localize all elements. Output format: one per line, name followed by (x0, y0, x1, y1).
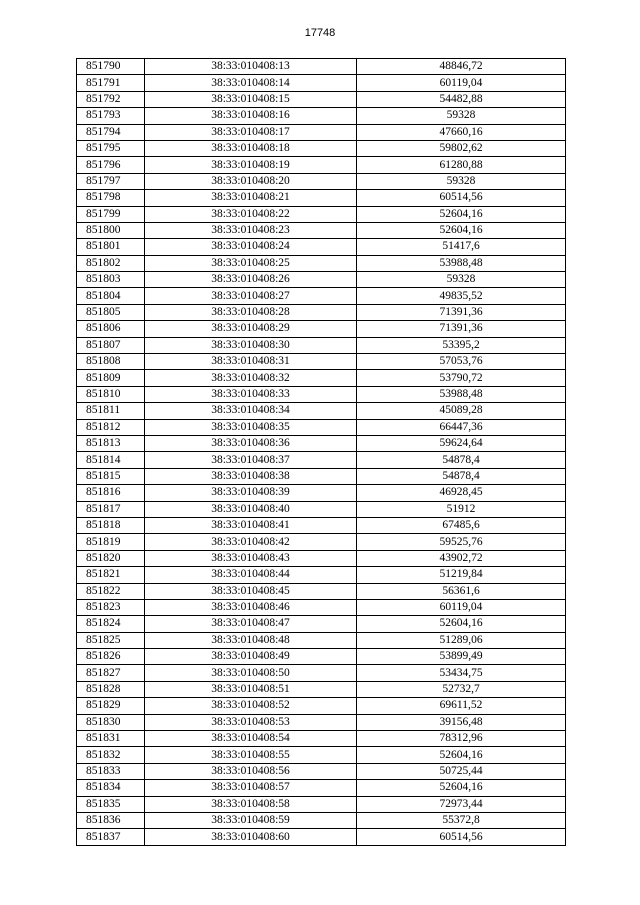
row-id-cell: 851823 (77, 599, 145, 615)
cadastral-number-cell: 38:33:010408:60 (145, 829, 357, 845)
cadastral-number-cell: 38:33:010408:49 (145, 649, 357, 665)
table-row (77, 272, 566, 288)
cadastral-number-cell: 38:33:010408:27 (145, 288, 357, 304)
table-row (77, 435, 566, 451)
row-id-cell: 851792 (77, 91, 145, 107)
table-row (77, 534, 566, 550)
value-cell: 52604,16 (357, 747, 566, 763)
row-id-cell: 851798 (77, 190, 145, 206)
value-cell: 60514,56 (357, 829, 566, 845)
table-row (77, 632, 566, 648)
value-cell: 59624,64 (357, 435, 566, 451)
row-id-cell: 851813 (77, 435, 145, 451)
cadastral-number-cell: 38:33:010408:43 (145, 550, 357, 566)
row-id-cell: 851820 (77, 550, 145, 566)
value-cell: 60119,04 (357, 599, 566, 615)
value-cell: 53790,72 (357, 370, 566, 386)
row-id-cell: 851811 (77, 403, 145, 419)
row-id-cell: 851832 (77, 747, 145, 763)
row-id-cell: 851794 (77, 124, 145, 140)
row-id-cell: 851817 (77, 501, 145, 517)
value-cell: 53434,75 (357, 665, 566, 681)
table-row (77, 681, 566, 697)
value-cell: 78312,96 (357, 731, 566, 747)
cadastral-number-cell: 38:33:010408:14 (145, 75, 357, 91)
value-cell: 61280,88 (357, 157, 566, 173)
table-row (77, 157, 566, 173)
row-id-cell: 851835 (77, 796, 145, 812)
row-id-cell: 851810 (77, 386, 145, 402)
row-id-cell: 851803 (77, 272, 145, 288)
value-cell: 52604,16 (357, 616, 566, 632)
table-row (77, 714, 566, 730)
value-cell: 46928,45 (357, 485, 566, 501)
table-row (77, 731, 566, 747)
row-id-cell: 851819 (77, 534, 145, 550)
cadastral-number-cell: 38:33:010408:20 (145, 173, 357, 189)
cadastral-number-cell: 38:33:010408:34 (145, 403, 357, 419)
cadastral-number-cell: 38:33:010408:38 (145, 468, 357, 484)
value-cell: 54878,4 (357, 452, 566, 468)
table-row (77, 288, 566, 304)
row-id-cell: 851800 (77, 222, 145, 238)
cadastral-number-cell: 38:33:010408:52 (145, 698, 357, 714)
cadastral-number-cell: 38:33:010408:13 (145, 59, 357, 75)
table-row (77, 485, 566, 501)
value-cell: 59328 (357, 173, 566, 189)
row-id-cell: 851829 (77, 698, 145, 714)
page-number: 17748 (304, 27, 336, 39)
cadastral-number-cell: 38:33:010408:47 (145, 616, 357, 632)
row-id-cell: 851804 (77, 288, 145, 304)
table-row (77, 321, 566, 337)
row-id-cell: 851796 (77, 157, 145, 173)
table-row (77, 124, 566, 140)
table-row (77, 108, 566, 124)
table-row (77, 583, 566, 599)
table-row (77, 419, 566, 435)
cadastral-number-cell: 38:33:010408:54 (145, 731, 357, 747)
cadastral-value-table (76, 58, 566, 846)
value-cell: 39156,48 (357, 714, 566, 730)
value-cell: 67485,6 (357, 517, 566, 533)
cadastral-number-cell: 38:33:010408:17 (145, 124, 357, 140)
row-id-cell: 851837 (77, 829, 145, 845)
cadastral-number-cell: 38:33:010408:21 (145, 190, 357, 206)
cadastral-number-cell: 38:33:010408:59 (145, 812, 357, 828)
table-row (77, 304, 566, 320)
cadastral-number-cell: 38:33:010408:24 (145, 239, 357, 255)
value-cell: 59328 (357, 272, 566, 288)
value-cell: 52732,7 (357, 681, 566, 697)
value-cell: 48846,72 (357, 59, 566, 75)
row-id-cell: 851812 (77, 419, 145, 435)
value-cell: 52604,16 (357, 222, 566, 238)
row-id-cell: 851802 (77, 255, 145, 271)
value-cell: 60119,04 (357, 75, 566, 91)
table-row (77, 354, 566, 370)
value-cell: 51289,06 (357, 632, 566, 648)
table-row (77, 337, 566, 353)
row-id-cell: 851799 (77, 206, 145, 222)
table-row (77, 763, 566, 779)
value-cell: 45089,28 (357, 403, 566, 419)
table-row (77, 173, 566, 189)
cadastral-number-cell: 38:33:010408:57 (145, 780, 357, 796)
cadastral-number-cell: 38:33:010408:46 (145, 599, 357, 615)
row-id-cell: 851791 (77, 75, 145, 91)
value-cell: 49835,52 (357, 288, 566, 304)
row-id-cell: 851833 (77, 763, 145, 779)
cadastral-number-cell: 38:33:010408:50 (145, 665, 357, 681)
cadastral-number-cell: 38:33:010408:35 (145, 419, 357, 435)
cadastral-number-cell: 38:33:010408:36 (145, 435, 357, 451)
cadastral-number-cell: 38:33:010408:44 (145, 567, 357, 583)
cadastral-number-cell: 38:33:010408:18 (145, 140, 357, 156)
cadastral-number-cell: 38:33:010408:19 (145, 157, 357, 173)
table-row (77, 550, 566, 566)
row-id-cell: 851808 (77, 354, 145, 370)
cadastral-number-cell: 38:33:010408:26 (145, 272, 357, 288)
row-id-cell: 851825 (77, 632, 145, 648)
row-id-cell: 851831 (77, 731, 145, 747)
value-cell: 51219,84 (357, 567, 566, 583)
value-cell: 51417,6 (357, 239, 566, 255)
cadastral-number-cell: 38:33:010408:58 (145, 796, 357, 812)
table-row (77, 812, 566, 828)
value-cell: 71391,36 (357, 321, 566, 337)
value-cell: 59328 (357, 108, 566, 124)
table-row (77, 255, 566, 271)
table-row (77, 517, 566, 533)
table-row (77, 567, 566, 583)
value-cell: 72973,44 (357, 796, 566, 812)
table-row (77, 599, 566, 615)
row-id-cell: 851821 (77, 567, 145, 583)
cadastral-number-cell: 38:33:010408:39 (145, 485, 357, 501)
table-row (77, 91, 566, 107)
value-cell: 60514,56 (357, 190, 566, 206)
cadastral-number-cell: 38:33:010408:51 (145, 681, 357, 697)
row-id-cell: 851824 (77, 616, 145, 632)
table-row (77, 222, 566, 238)
cadastral-number-cell: 38:33:010408:32 (145, 370, 357, 386)
value-cell: 66447,36 (357, 419, 566, 435)
table-row (77, 468, 566, 484)
cadastral-number-cell: 38:33:010408:53 (145, 714, 357, 730)
cadastral-number-cell: 38:33:010408:31 (145, 354, 357, 370)
row-id-cell: 851801 (77, 239, 145, 255)
cadastral-number-cell: 38:33:010408:55 (145, 747, 357, 763)
table-row (77, 616, 566, 632)
row-id-cell: 851828 (77, 681, 145, 697)
row-id-cell: 851790 (77, 59, 145, 75)
value-cell: 43902,72 (357, 550, 566, 566)
value-cell: 51912 (357, 501, 566, 517)
row-id-cell: 851807 (77, 337, 145, 353)
table-row (77, 206, 566, 222)
table-row (77, 796, 566, 812)
cadastral-number-cell: 38:33:010408:37 (145, 452, 357, 468)
row-id-cell: 851797 (77, 173, 145, 189)
cadastral-number-cell: 38:33:010408:42 (145, 534, 357, 550)
cadastral-number-cell: 38:33:010408:48 (145, 632, 357, 648)
cadastral-number-cell: 38:33:010408:29 (145, 321, 357, 337)
table-row (77, 501, 566, 517)
row-id-cell: 851818 (77, 517, 145, 533)
value-cell: 71391,36 (357, 304, 566, 320)
table-row (77, 239, 566, 255)
row-id-cell: 851834 (77, 780, 145, 796)
cadastral-number-cell: 38:33:010408:30 (145, 337, 357, 353)
value-cell: 69611,52 (357, 698, 566, 714)
row-id-cell: 851816 (77, 485, 145, 501)
table-row (77, 59, 566, 75)
cadastral-number-cell: 38:33:010408:40 (145, 501, 357, 517)
table-row (77, 780, 566, 796)
cadastral-number-cell: 38:33:010408:16 (145, 108, 357, 124)
value-cell: 55372,8 (357, 812, 566, 828)
value-cell: 56361,6 (357, 583, 566, 599)
cadastral-number-cell: 38:33:010408:22 (145, 206, 357, 222)
table-row (77, 665, 566, 681)
value-cell: 53395,2 (357, 337, 566, 353)
value-cell: 54878,4 (357, 468, 566, 484)
table-row (77, 649, 566, 665)
row-id-cell: 851830 (77, 714, 145, 730)
row-id-cell: 851827 (77, 665, 145, 681)
cadastral-number-cell: 38:33:010408:45 (145, 583, 357, 599)
value-cell: 54482,88 (357, 91, 566, 107)
row-id-cell: 851795 (77, 140, 145, 156)
value-cell: 52604,16 (357, 780, 566, 796)
row-id-cell: 851793 (77, 108, 145, 124)
row-id-cell: 851805 (77, 304, 145, 320)
value-cell: 52604,16 (357, 206, 566, 222)
value-cell: 53988,48 (357, 386, 566, 402)
cadastral-number-cell: 38:33:010408:56 (145, 763, 357, 779)
value-cell: 59525,76 (357, 534, 566, 550)
table-row (77, 829, 566, 845)
row-id-cell: 851815 (77, 468, 145, 484)
value-cell: 59802,62 (357, 140, 566, 156)
cadastral-number-cell: 38:33:010408:15 (145, 91, 357, 107)
table-row (77, 370, 566, 386)
table-row (77, 386, 566, 402)
row-id-cell: 851836 (77, 812, 145, 828)
table-row (77, 698, 566, 714)
value-cell: 50725,44 (357, 763, 566, 779)
table-row (77, 75, 566, 91)
value-cell: 57053,76 (357, 354, 566, 370)
row-id-cell: 851822 (77, 583, 145, 599)
value-cell: 47660,16 (357, 124, 566, 140)
cadastral-number-cell: 38:33:010408:33 (145, 386, 357, 402)
table-row (77, 403, 566, 419)
row-id-cell: 851809 (77, 370, 145, 386)
row-id-cell: 851814 (77, 452, 145, 468)
table-row (77, 452, 566, 468)
cadastral-number-cell: 38:33:010408:25 (145, 255, 357, 271)
value-cell: 53988,48 (357, 255, 566, 271)
cadastral-number-cell: 38:33:010408:28 (145, 304, 357, 320)
table-row (77, 747, 566, 763)
table-body (77, 59, 566, 846)
row-id-cell: 851826 (77, 649, 145, 665)
table-row (77, 140, 566, 156)
cadastral-number-cell: 38:33:010408:23 (145, 222, 357, 238)
cadastral-number-cell: 38:33:010408:41 (145, 517, 357, 533)
value-cell: 53899,49 (357, 649, 566, 665)
row-id-cell: 851806 (77, 321, 145, 337)
table-row (77, 190, 566, 206)
